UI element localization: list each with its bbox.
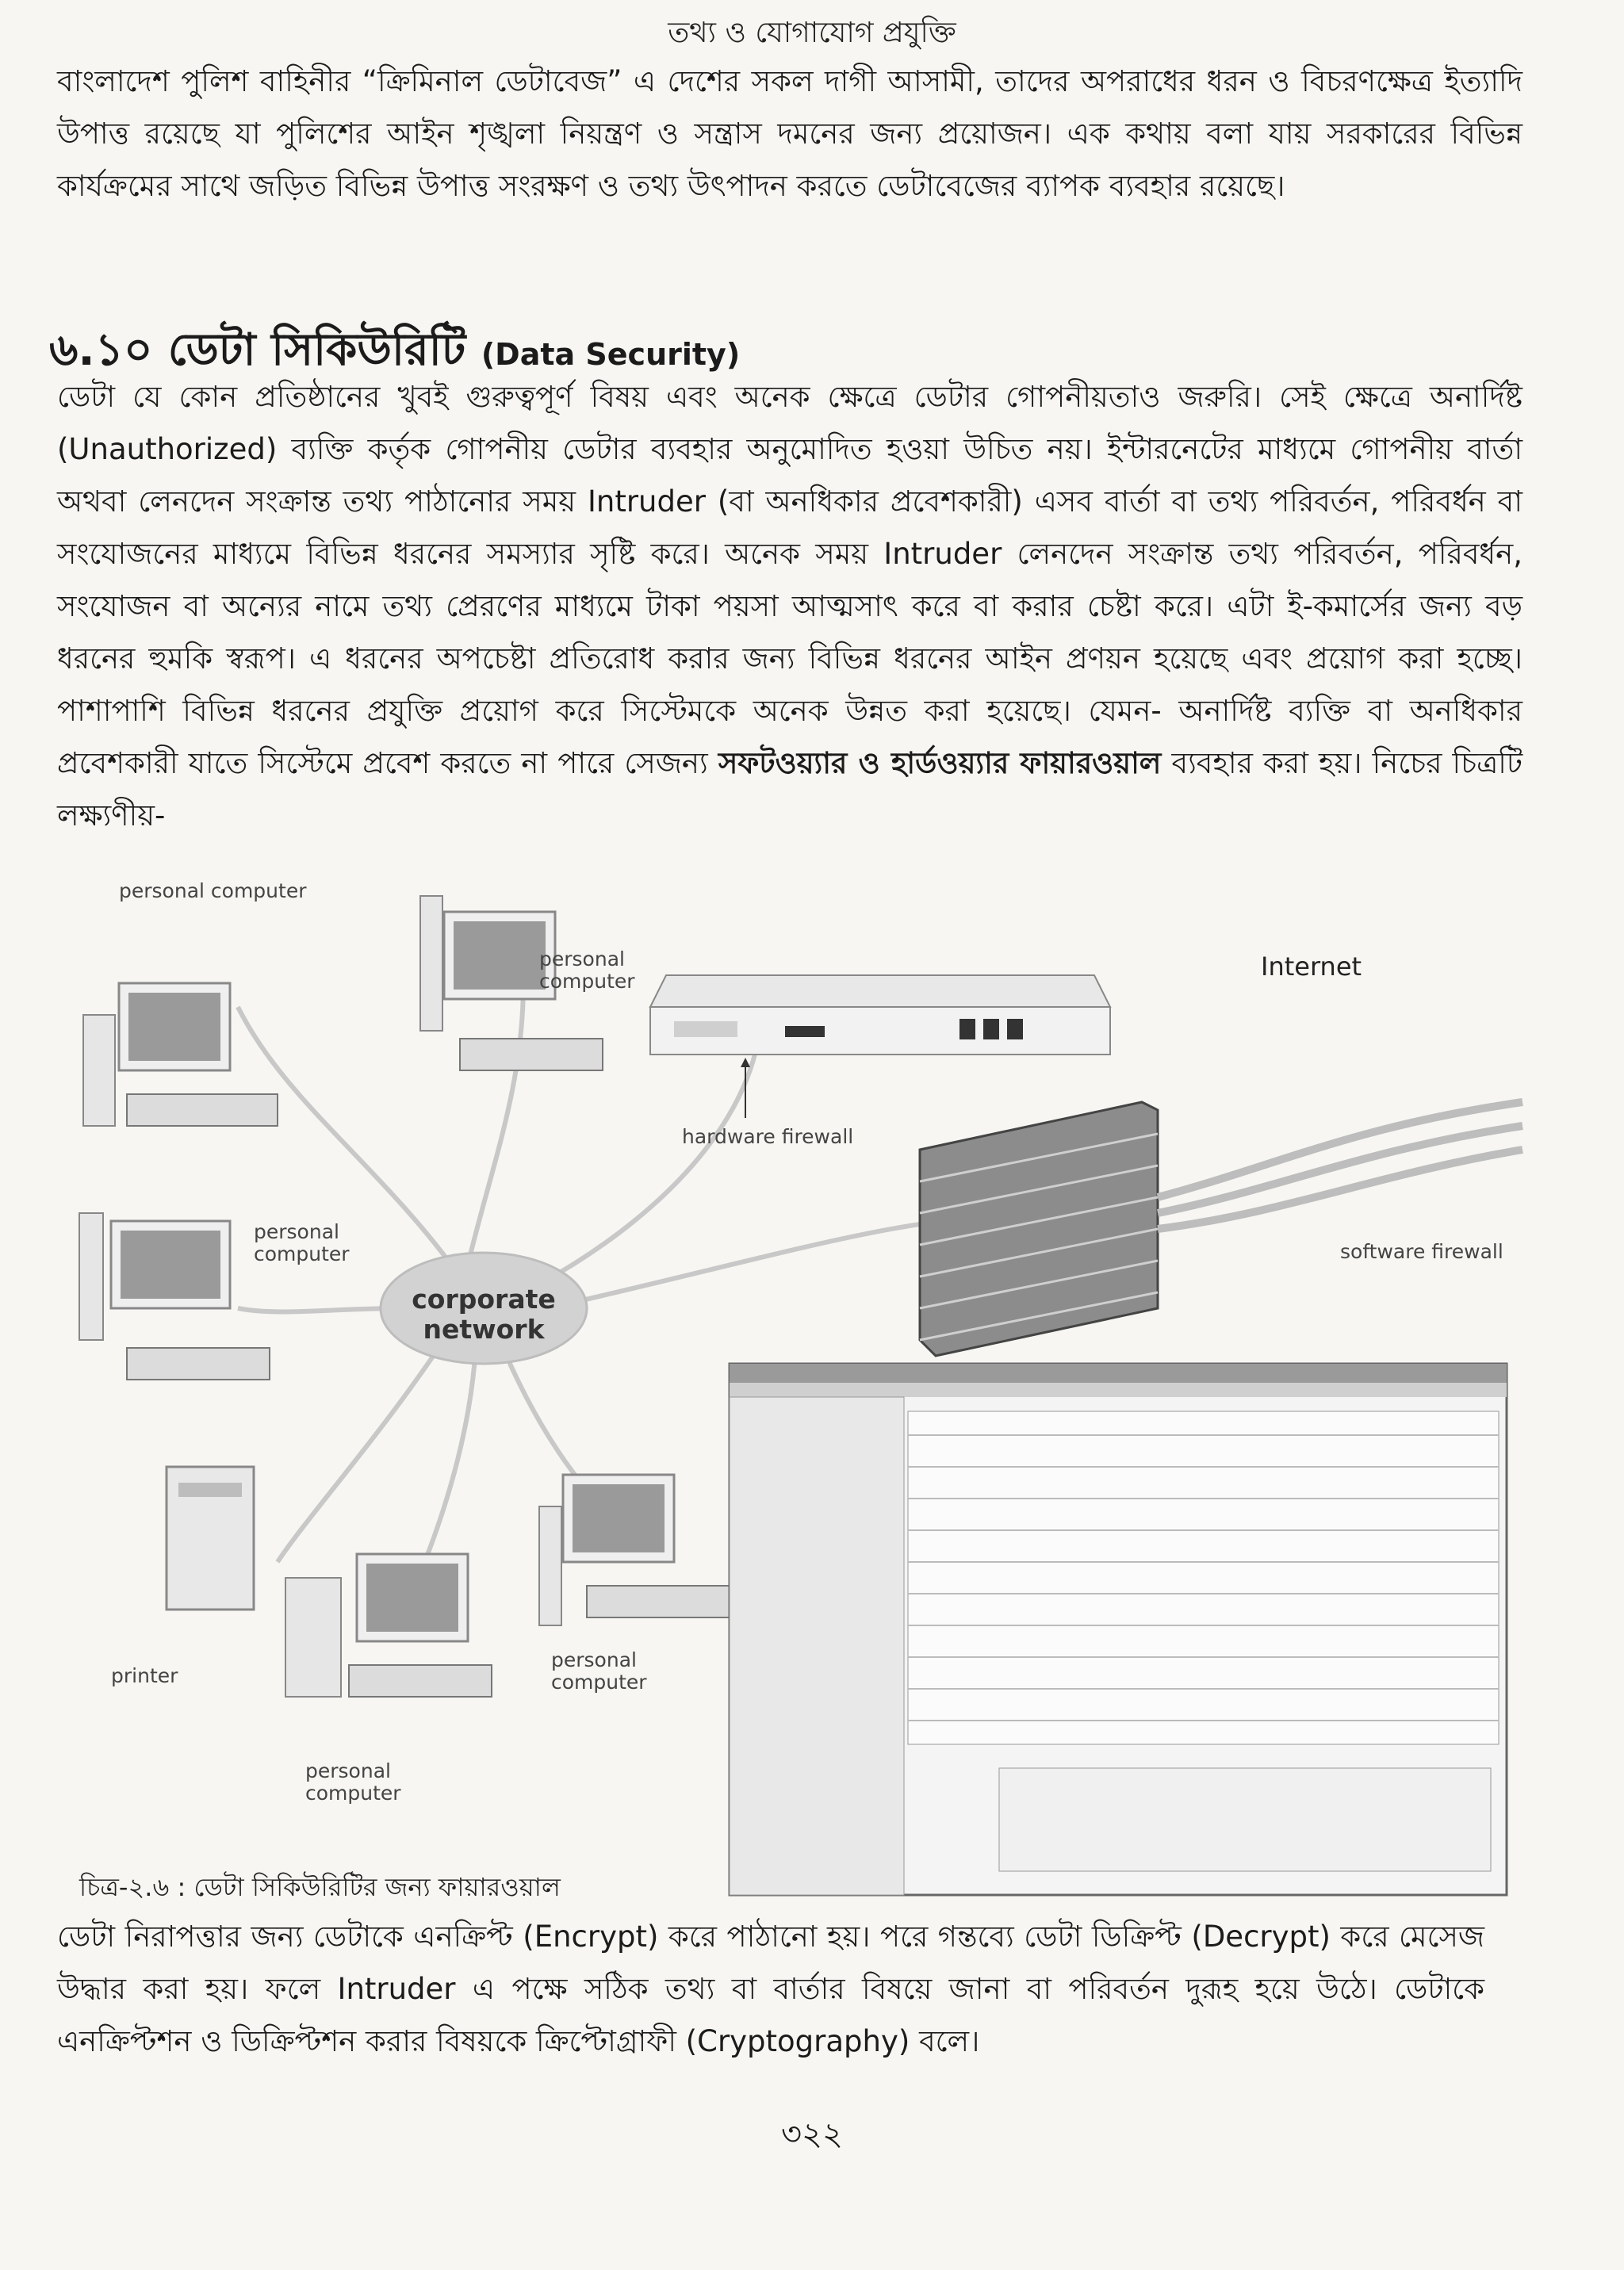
label-pc-bottom-right: personal computer [551, 1648, 647, 1694]
body-paragraph [57, 371, 1522, 842]
pc-bottom-icon [285, 1554, 492, 1697]
brick-wall-icon [920, 1102, 1158, 1356]
label-hardware-firewall: hardware firewall [682, 1125, 854, 1148]
label-internet: Internet [1261, 951, 1362, 982]
running-header: তথ্য ও যোগাযোগ প্রযুক্তি [668, 17, 956, 49]
closing-paragraph: ডেটা নিরাপত্তার জন্য ডেটাকে এনক্রিপ্ট (Encrypt) করে পাঠানো হয়। পরে গন্তব্যে ডেটা ডিক্রিপ্ট (Decrypt) করে মেসেজ উদ্ধার করা হয়। ফলে Intruder এ পক্ষে সঠিক তথ্য বা বার্তার বিষয়ে জানা বা পরিবর্তন দুরূহ হয়ে উঠে। ডেটাকে এনক্রিপ্টশন ও ডিক্রিপ্টশন করার বিষয়কে ক্রিপ্টোগ্রাফী (Cryptography) বলে। [57, 1920, 1484, 2058]
label-pc-left: personal computer [254, 1220, 350, 1265]
pc-left-icon [79, 1213, 270, 1380]
label-software-firewall: software firewall [1340, 1240, 1503, 1263]
section-title-en: (Data Security) [481, 337, 741, 372]
hardware-firewall-icon [650, 975, 1110, 1118]
internet-cables-icon [1158, 1102, 1522, 1229]
intro-paragraph: বাংলাদেশ পুলিশ বাহিনীর “ক্রিমিনাল ডেটাবেজ” এ দেশের সকল দাগী আসামী, তাদের অপরাধের ধরন ও বিচরণক্ষেত্র ইত্যাদি উপাত্ত রয়েছে যা পুলিশের আইন শৃঙ্খলা নিয়ন্ত্রণ ও সন্ত্রাস দমনের জন্য প্রয়োজন। এক কথায় বলা যায় সরকারের বিভিন্ন কার্যক্রমের সাথে জড়িত বিভিন্ন উপাত্ত সংরক্ষণ ও তথ্য উৎপাদন করতে ডেটাবেজের ব্যাপক ব্যবহার রয়েছে। [57, 64, 1522, 203]
label-pc-top: personal computer [539, 947, 635, 993]
figure-caption: চিত্র-২.৬ : ডেটা সিকিউরিটির জন্য ফায়ারওয়াল [79, 1872, 561, 1902]
section-title-bn: ৬.১০ ডেটা সিকিউরিটি [49, 324, 466, 376]
body-text-end: ব্যবহার করা হয়। নিচের চিত্রটি লক্ষ্যণীয়- [57, 746, 1523, 833]
pc-top-left-icon [83, 983, 278, 1126]
label-corporate-network: corporate network [412, 1284, 556, 1345]
pc-bottom-right-icon [539, 1475, 730, 1625]
label-pc-bottom: personal computer [305, 1759, 401, 1805]
software-firewall-screenshot [730, 1364, 1507, 1895]
firewall-figure [48, 864, 1538, 1911]
printer-icon [167, 1467, 254, 1610]
page-number: ৩২২ [780, 2116, 844, 2153]
label-printer: printer [111, 1664, 178, 1687]
body-text-bold: সফটওয়্যার ও হার্ডওয়্যার ফায়ারওয়াল [718, 746, 1162, 780]
body-text-main: ডেটা যে কোন প্রতিষ্ঠানের খুবই গুরুত্বপূর্ণ বিষয় এবং অনেক ক্ষেত্রে ডেটার গোপনীয়তাও জরুরি। সেই ক্ষেত্রে অনার্দিষ্ট (Unauthorized) ব্যক্তি কর্তৃক গোপনীয় ডেটার ব্যবহার অনুমোদিত হওয়া উচিত নয়। ইন্টারনেটের মাধ্যমে গোপনীয় বার্তা অথবা লেনদেন সংক্রান্ত তথ্য পাঠানোর সময় Intruder (বা অনধিকার প্রবেশকারী) এসব বার্তা বা তথ্য পরিবর্তন, পরিবর্ধন বা সংযোজনের মাধ্যমে বিভিন্ন ধরনের সমস্যার সৃষ্টি করে। অনেক সময় Intruder লেনদেন সংক্রান্ত তথ্য পরিবর্তন, পরিবর্ধন, সংযোজন বা অন্যের নামে তথ্য প্রেরণের মাধ্যমে টাকা পয়সা আত্মসাৎ করে বা করার চেষ্টা করে। এটা ই-কমার্সের জন্য বড় ধরনের হুমকি স্বরূপ। এ ধরনের অপচেষ্টা প্রতিরোধ করার জন্য বিভিন্ন ধরনের আইন প্রণয়ন হয়েছে এবং প্রয়োগ করা হচ্ছে। পাশাপাশি বিভিন্ন ধরনের প্রযুক্তি প্রয়োগ করে সিস্টেমকে অনেক উন্নত করা হয়েছে। যেমন- অনার্দিষ্ট ব্যক্তি বা অনধিকার প্রবেশকারী যাতে সিস্টেমে প্রবেশ করতে না পারে সেজন্য [57, 380, 1522, 780]
label-pc-top-left: personal computer [119, 879, 307, 902]
firewall-illustration [48, 864, 1538, 1911]
